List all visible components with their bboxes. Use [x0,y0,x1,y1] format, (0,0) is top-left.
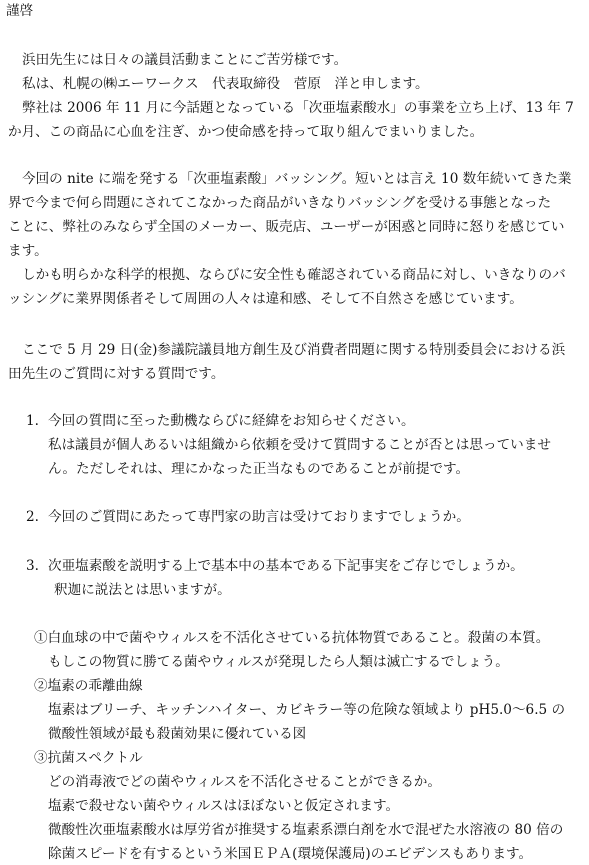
intro-line-1: 浜田先生には日々の議員活動まことにご苦労様です。 [22,52,348,68]
para2-line-1: 今回の nite に端を発する「次亜塩素酸」バッシング。短いとは言え 10 数年続いてきた業 [22,171,572,187]
fact-3-line-5: 除菌スピードを有するという米国ＥＰＡ(環境保護局)のエビデンスもあります。 [48,846,533,862]
question-3-number: 3. [26,558,39,574]
fact-3-line-3: 塩素で殺せない菌やウィルスはほぼないと仮定されます。 [48,798,400,814]
question-3-line-1: 次亜塩素酸を説明する上で基本中の基本である下記事実をご存じでしょうか。 [48,558,524,574]
question-1-line-1: 今回の質問に至った動機ならびに経緯をお知らせください。 [48,413,415,429]
para2-line-3: ことに、弊社のみならず全国のメーカー、販売店、ユーザーが困惑と同時に怒りを感じてい [8,219,565,235]
question-1-line-2: 私は議員が個人あるいは組織から依頼を受けて質問することが否とは思っていませ [48,437,551,453]
question-2-number: 2. [26,509,39,525]
letter-heading: 謹啓 [6,3,34,19]
fact-1-line-2: もしこの物質に勝てる菌やウィルスが発現したら人類は滅亡するでしょう。 [48,654,509,670]
fact-1-line-1: ①白血球の中で菌やウィルスを不活化させている抗体物質であること。殺菌の本質。 [34,630,550,646]
question-3-line-2: 釈迦に説法とは思いますが。 [54,582,231,598]
fact-3-line-2: どの消毒液でどの菌やウィルスを不活化させることができるか。 [48,774,441,790]
fact-3-line-1: ③抗菌スペクトル [34,750,143,766]
para3-line-2: 田先生のご質問に対する質問です。 [8,366,225,382]
question-1-line-3: ん。ただしそれは、理にかなった正当なものであることが前提です。 [48,461,470,477]
fact-2-line-1: ②塩素の乖離曲線 [34,678,143,694]
fact-3-line-4: 微酸性次亜塩素酸水は厚労省が推奨する塩素系漂白剤を水で混ぜた水溶液の 80 倍の [48,822,564,838]
para3-line-1: ここで 5 月 29 日(金)参議院議員地方創生及び消費者問題に関する特別委員会における浜 [22,342,566,358]
question-2-line-1: 今回のご質問にあたって専門家の助言は受けておりますでしょうか。 [48,509,470,525]
intro-line-4: か月、この商品に心血を注ぎ、かつ使命感を持って取り組んでまいりました。 [8,124,484,140]
para2-line-5: しかも明らかな科学的根拠、ならびに安全性も確認されている商品に対し、いきなりのバ [22,267,566,283]
fact-2-line-2: 塩素はブリーチ、キッチンハイター、カビキラー等の危険な領域より pH5.0～6.5 の [48,702,566,718]
para2-line-6: ッシングに業界関係者そして周囲の人々は違和感、そして不自然さを感じています。 [8,291,523,307]
para2-line-4: ます。 [8,243,48,259]
para2-line-2: 界で今まで何ら問題にされてこなかった商品がいきなりバッシングを受ける事態となった [8,195,552,211]
intro-line-3: 弊社は 2006 年 11 月に今話題となっている「次亜塩素酸水」の事業を立ち上げ、13 年 7 [22,100,574,116]
fact-2-line-3: 微酸性領域が最も殺菌効果に優れている図 [48,726,307,742]
question-1-number: 1. [26,413,39,429]
intro-line-2: 私は、札幌の㈱エーワークス 代表取締役 菅原 洋と申します。 [22,76,429,92]
